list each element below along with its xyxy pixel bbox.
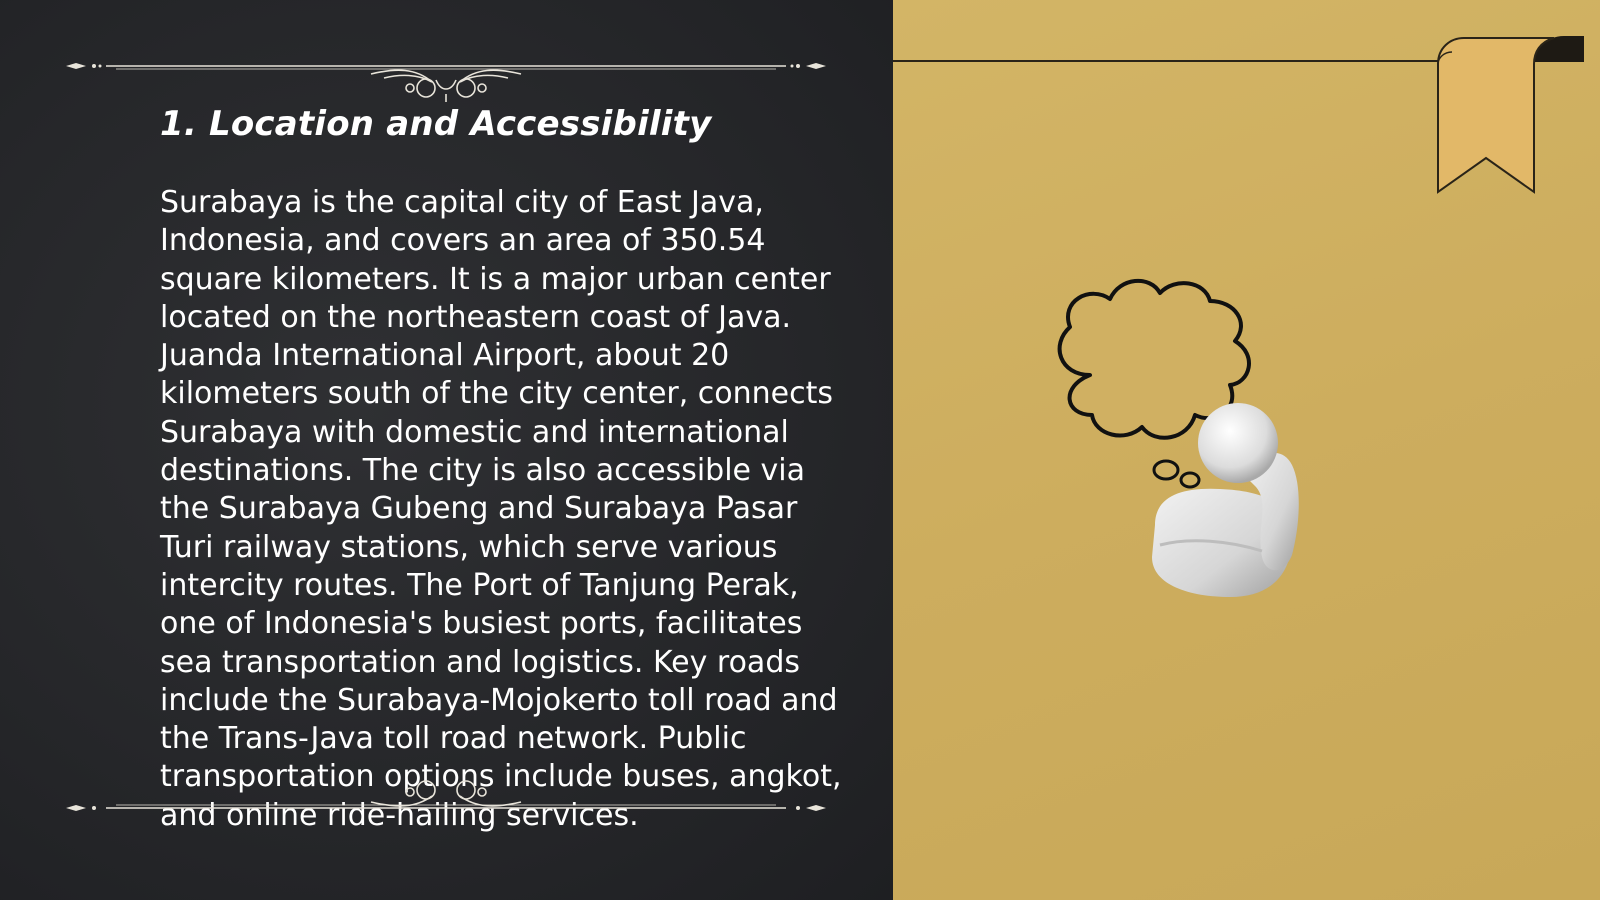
scroll-divider-icon — [66, 52, 826, 102]
bookmark-ribbon-icon — [1434, 34, 1584, 204]
slide-title: 1. Location and Accessibility — [160, 104, 712, 144]
slide-body-text: Surabaya is the capital city of East Java, Indonesia, and covers an area of 350.54 square kilometers. It is a major urban center located on the northeastern coast of Java. Juanda International Airport, about 20 kilometers south of the city center, connects Surabaya with domestic and international destinations. The city is also accessible via the Surabaya Gubeng and Surabaya Pasar Turi railway stations, which serve various intercity routes. The Port of Tanjung Perak, one of Indonesia's busiest ports, facilitates sea transportation and logistics. Key roads include the Surabaya-Mojokerto toll road and the Trans-Java toll road network. Public transportation options include buses, angkot, and online ride-hailing services. — [160, 185, 842, 833]
header-rule — [893, 60, 1453, 62]
scroll-divider-icon — [66, 778, 826, 828]
thinking-person-icon — [1030, 275, 1350, 615]
